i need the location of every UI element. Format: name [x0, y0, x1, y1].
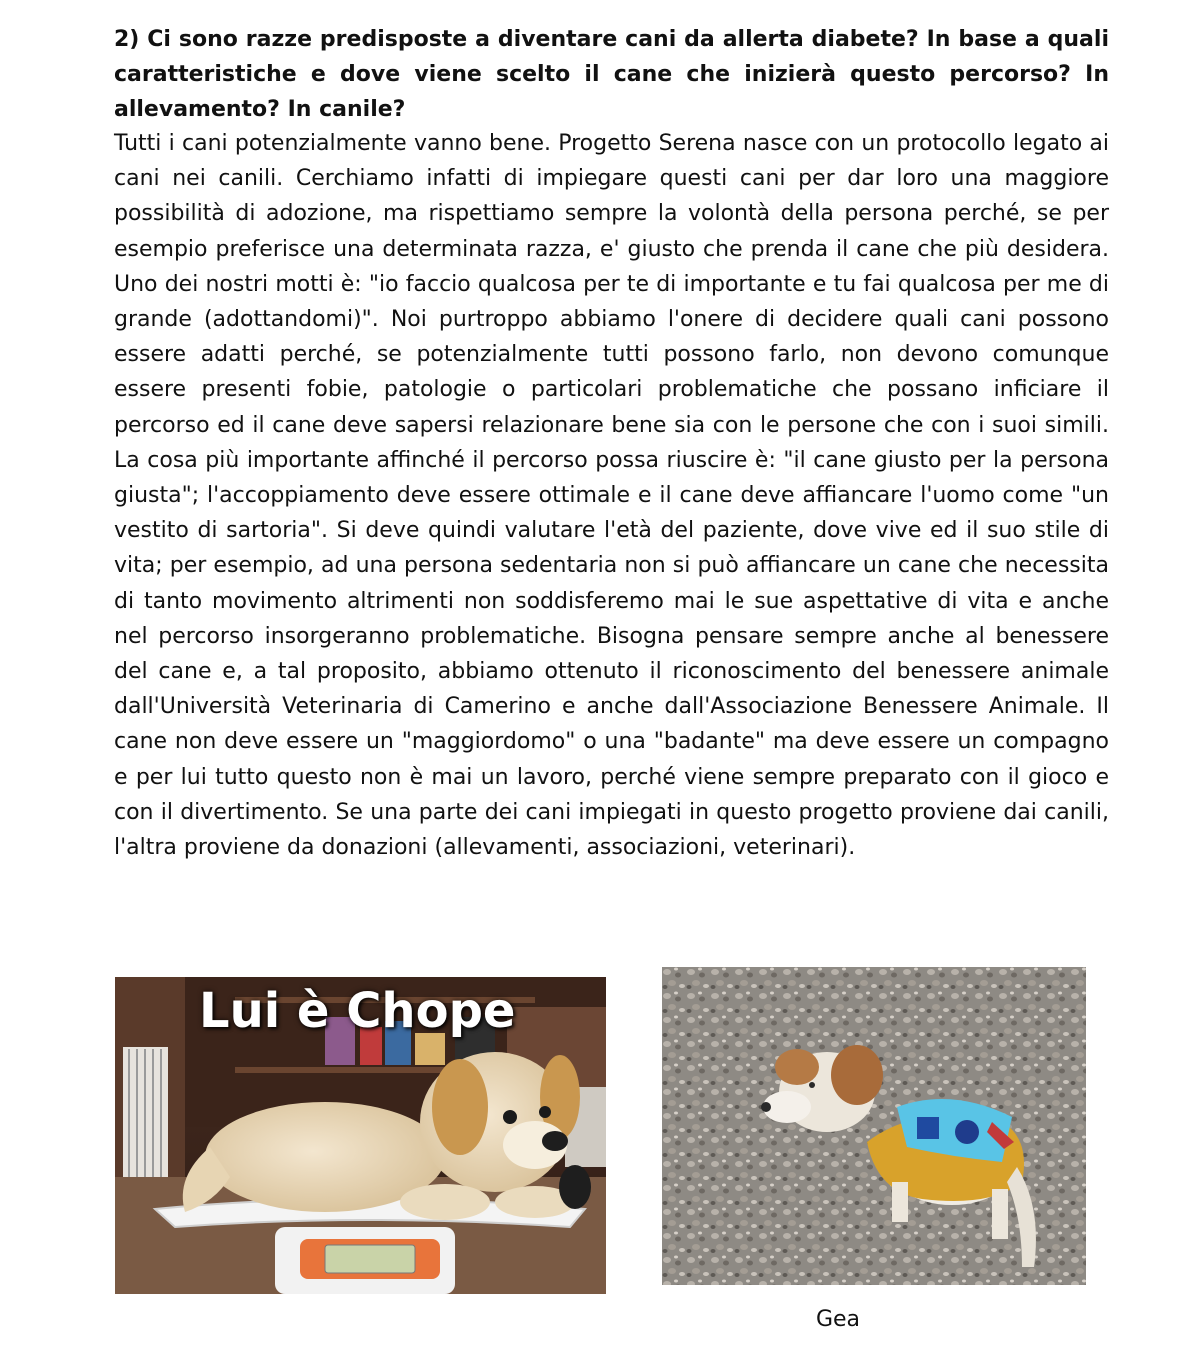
puppy-on-scale-photo [115, 977, 606, 1294]
dog-on-gravel-photo [662, 967, 1086, 1285]
photo-caption: Gea [815, 1307, 861, 1332]
question-heading: 2) Ci sono razze predisposte a diventare cani da allerta diabete? In base a quali caratteristiche e dove viene scelto il cane che inizierà questo percorso? In allevamento? In canile? [114, 27, 1109, 122]
photo-overlay-title: Lui è Chope [199, 983, 516, 1039]
answer-paragraph: Tutti i cani potenzialmente vanno bene. Progetto Serena nasce con un protocollo legato ai cani nei canili. Cerchiamo infatti di impiegare questi cani per dar loro una maggiore possibilità di adozione, ma rispettiamo sempre la volontà della persona perché, se per esempio preferisce una determinata razza, e' giusto che prenda il cane che più desidera. Uno dei nostri motti è: "io faccio qualcosa per te di importante e tu fai qualcosa per me di grande (adottandomi)". Noi purtroppo abbiamo l'onere di decidere quali cani possono essere adatti perché, se potenzialmente tutti possono farlo, non devono comunque essere presenti fobie, patologie o particolari problematiche che possano inficiare il percorso ed il cane deve sapersi relazionare bene sia con le persone che con i suoi simili. La cosa più importante affinché il percorso possa riuscire è: "il cane giusto per la persona giusta"; l'accoppiamento deve essere ottimale e il cane deve affiancare l'uomo come "un vestito di sartoria". Si deve quindi valutare l'età del paziente, dove vive ed il suo stile di vita; per esempio, ad una persona sedentaria non si può affiancare un cane che necessita di tanto movimento altrimenti non soddisferemo mai le sue aspettative di vita e anche nel percorso insorgeranno problematiche. Bisogna pensare sempre anche al benessere del cane e, a tal proposito, abbiamo ottenuto il riconoscimento del benessere animale dall'Università Veterinaria di Camerino e anche dall'Associazione Benessere Animale. Il cane non deve essere un "maggiordomo" o una "badante" ma deve essere un compagno e per lui tutto questo non è mai un lavoro, perché viene sempre preparato con il gioco e con il divertimento. Se una parte dei cani impiegati in questo progetto proviene dai canili, l'altra proviene da donazioni (allevamenti, associazioni, veterinari). [114, 131, 1109, 861]
